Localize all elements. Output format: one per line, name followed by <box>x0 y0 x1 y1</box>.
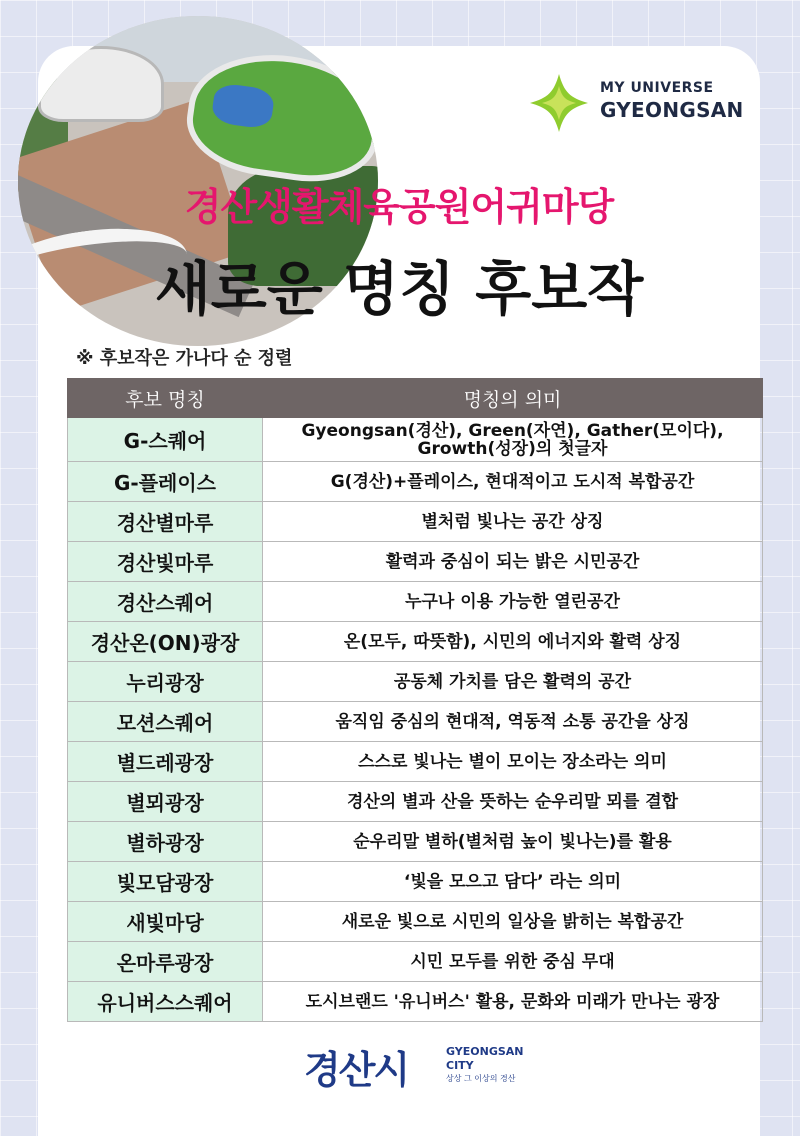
table-row <box>68 742 763 782</box>
header-meaning: 명칭의 의미 <box>263 379 763 418</box>
table-row <box>68 902 763 942</box>
candidate-meaning: 누구나 이용 가능한 열린공간 <box>263 582 763 622</box>
table-row <box>68 702 763 742</box>
candidate-meaning: 활력과 중심이 되는 밝은 시민공간 <box>263 542 763 582</box>
candidate-meaning: 움직임 중심의 현대적, 역동적 소통 공간을 상징 <box>263 702 763 742</box>
candidate-table <box>67 378 763 1022</box>
candidate-meaning: ‘빛을 모으고 담다’ 라는 의미 <box>263 862 763 902</box>
poster-card <box>38 46 760 1136</box>
candidate-meaning: Gyeongsan(경산), Green(자연), Gather(모이다), Growth(성장)의 첫글자 <box>263 418 763 462</box>
table-row <box>68 782 763 822</box>
candidate-meaning: 온(모두, 따뜻함), 시민의 에너지와 활력 상징 <box>263 622 763 662</box>
table-row <box>68 942 763 982</box>
city-name-logotype: 경산시 <box>304 1048 409 1092</box>
candidate-meaning: 새로운 빛으로 시민의 일상을 밝히는 복합공간 <box>263 902 763 942</box>
candidate-name: 별드레광장 <box>68 742 263 782</box>
candidate-name: 빛모담광장 <box>68 862 263 902</box>
table-row <box>68 622 763 662</box>
table-row <box>68 418 763 462</box>
star-mark-icon <box>528 72 590 134</box>
candidate-name: 온마루광장 <box>68 942 263 982</box>
my-universe-logo <box>528 72 748 132</box>
candidate-meaning: 순우리말 별하(별처럼 높이 빛나는)를 활용 <box>263 822 763 862</box>
candidate-name: 새빛마당 <box>68 902 263 942</box>
footer-line1: GYEONGSAN <box>446 1045 524 1058</box>
candidate-meaning: 경산의 별과 산을 뜻하는 순우리말 뫼를 결합 <box>263 782 763 822</box>
candidate-name: G-플레이스 <box>68 462 263 502</box>
candidate-meaning: 시민 모두를 위한 중심 무대 <box>263 942 763 982</box>
candidate-name: G-스퀘어 <box>68 418 263 462</box>
sort-note: ※ 후보작은 가나다 순 정렬 <box>76 348 293 369</box>
candidate-name: 별뫼광장 <box>68 782 263 822</box>
candidate-name: 경산빛마루 <box>68 542 263 582</box>
table-row <box>68 822 763 862</box>
table-row <box>68 502 763 542</box>
table-row <box>68 662 763 702</box>
brand-line2: GYEONGSAN <box>600 98 744 122</box>
candidate-name: 모션스퀘어 <box>68 702 263 742</box>
table-row <box>68 982 763 1022</box>
candidate-meaning: G(경산)+플레이스, 현대적이고 도시적 복합공간 <box>263 462 763 502</box>
header-name: 후보 명칭 <box>68 379 263 418</box>
candidate-name: 별하광장 <box>68 822 263 862</box>
footer-slogan: 상상 그 이상의 경산 <box>446 1074 516 1083</box>
brand-line1: MY UNIVERSE <box>600 80 714 96</box>
title-main: 경산생활체육공원어귀마당 <box>184 185 614 229</box>
candidate-meaning: 별처럼 빛나는 공간 상징 <box>263 502 763 542</box>
candidate-meaning: 공동체 가치를 담은 활력의 공간 <box>263 662 763 702</box>
candidate-meaning: 스스로 빛나는 별이 모이는 장소라는 의미 <box>263 742 763 782</box>
candidate-meaning: 도시브랜드 '유니버스' 활용, 문화와 미래가 만나는 광장 <box>263 982 763 1022</box>
candidate-name: 경산스퀘어 <box>68 582 263 622</box>
candidate-name: 경산별마루 <box>68 502 263 542</box>
candidate-name: 누리광장 <box>68 662 263 702</box>
table-row <box>68 582 763 622</box>
title-sub: 새로운 명칭 후보작 <box>154 255 644 323</box>
table-row <box>68 862 763 902</box>
candidate-name: 유니버스스퀘어 <box>68 982 263 1022</box>
table-row <box>68 462 763 502</box>
gyeongsan-city-logo <box>304 1039 544 1091</box>
candidate-name: 경산온(ON)광장 <box>68 622 263 662</box>
table-row <box>68 542 763 582</box>
footer-line2: CITY <box>446 1059 474 1072</box>
